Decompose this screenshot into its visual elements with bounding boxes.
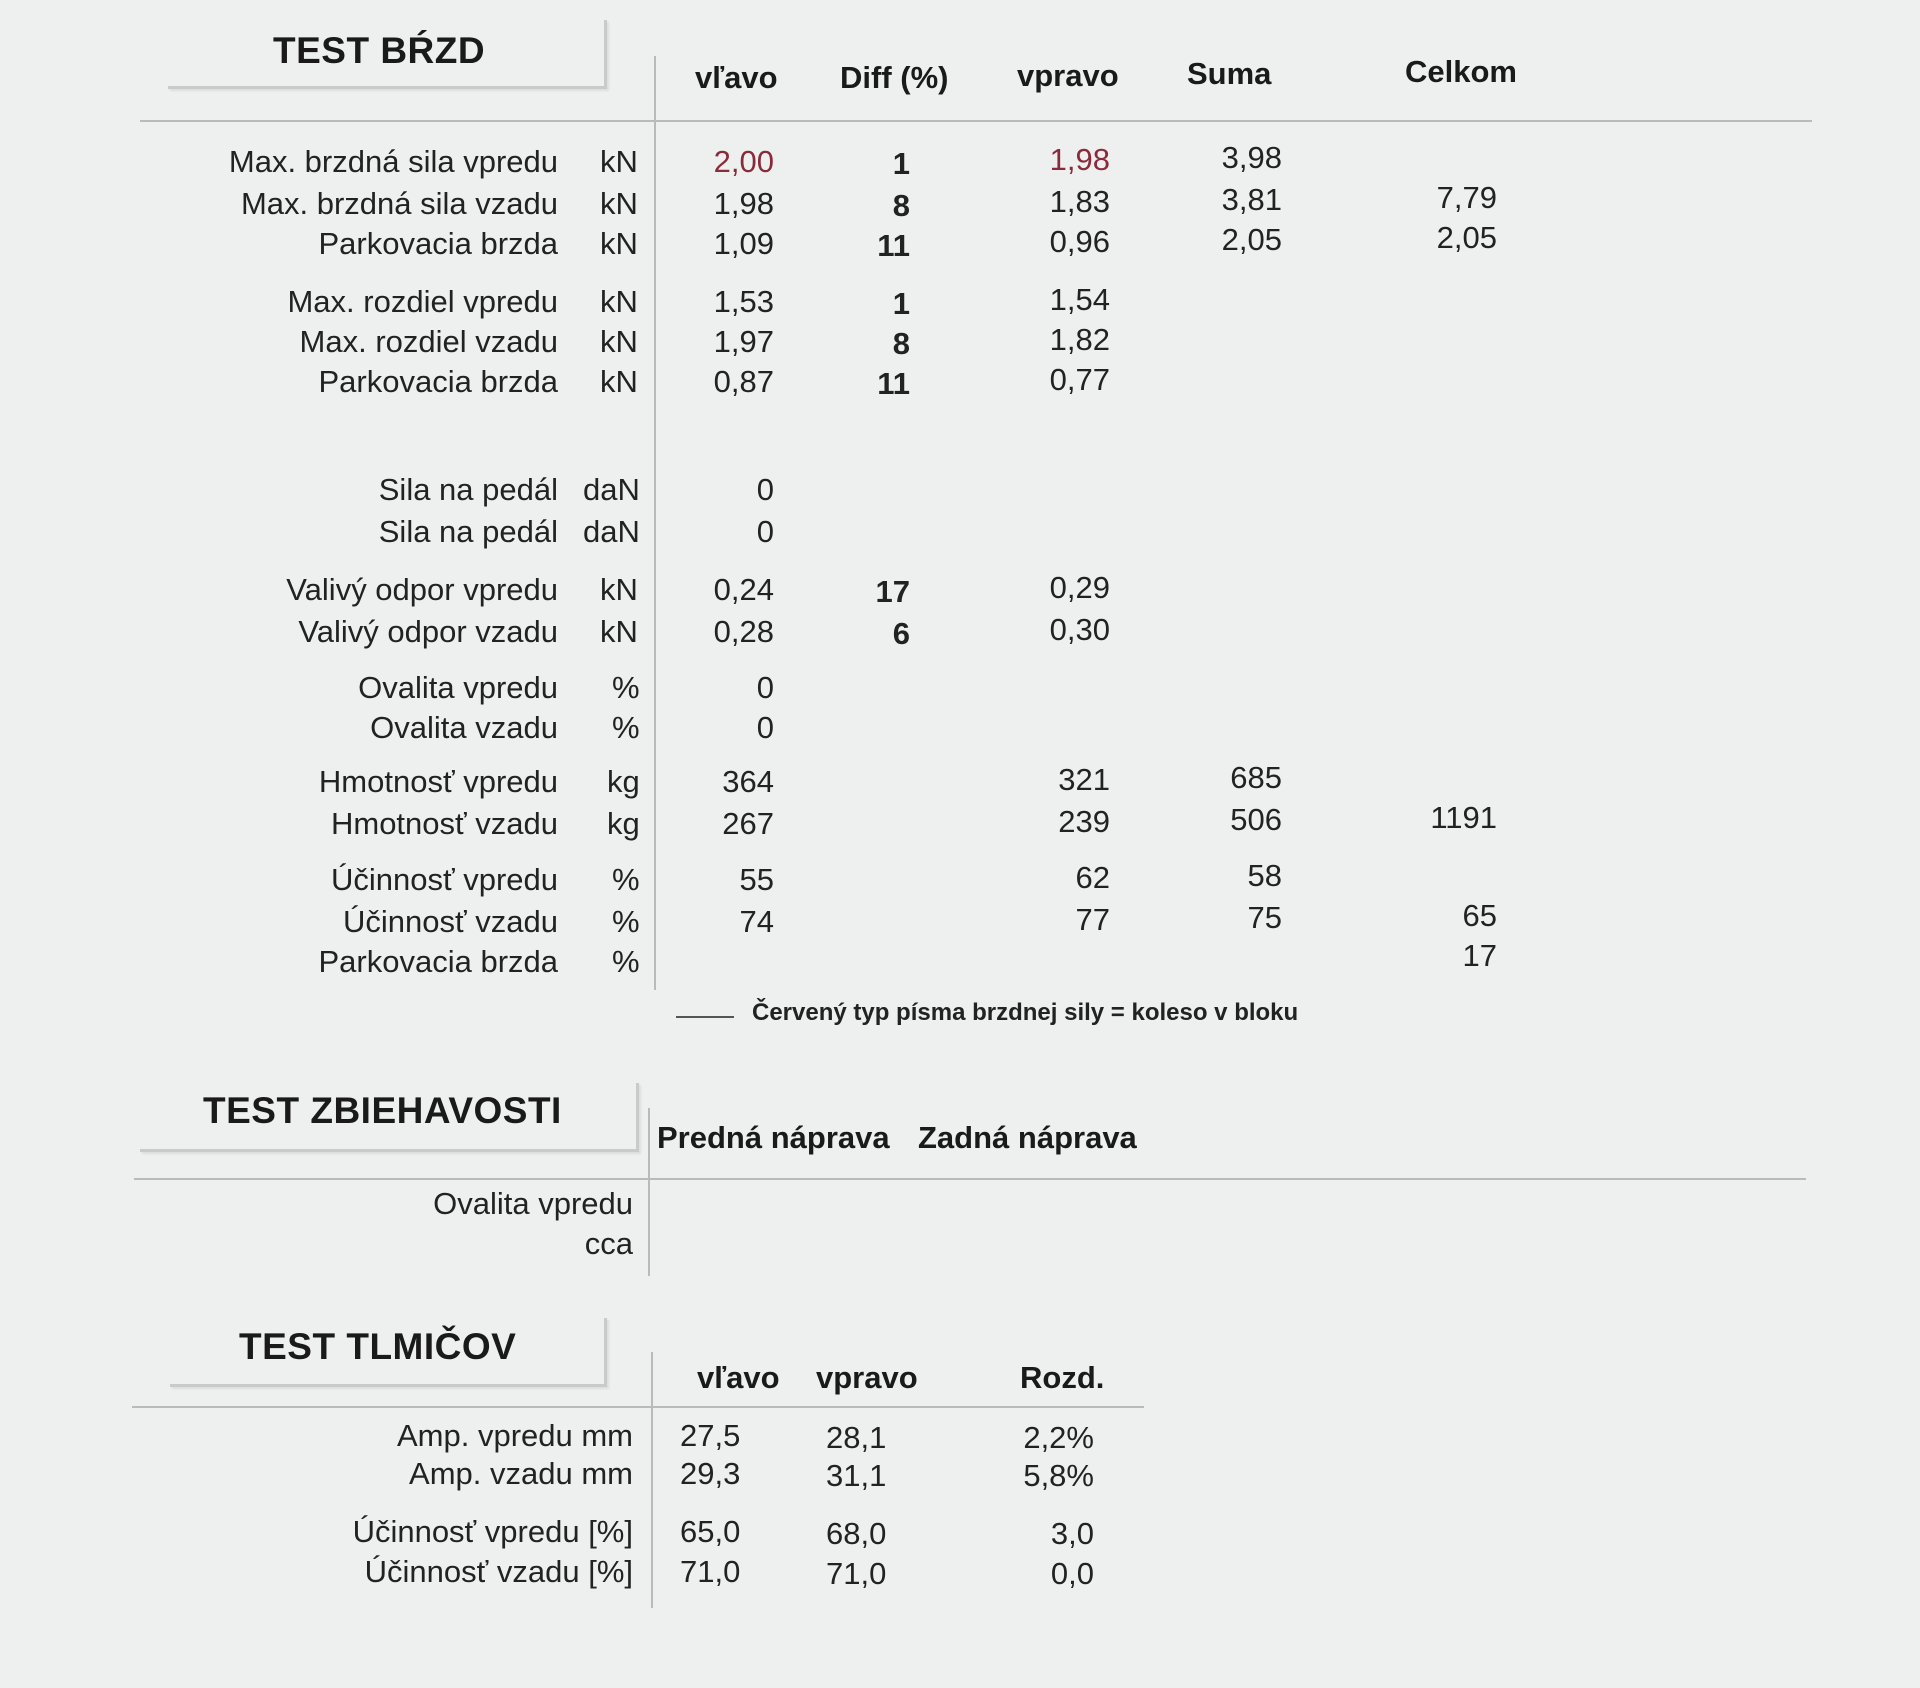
runout-header-rear: Zadná náprava bbox=[918, 1120, 1137, 1155]
brake-row-unit: % bbox=[612, 944, 640, 979]
brake-row-left-value: 0,87 bbox=[713, 364, 774, 399]
brake-row-label: Max. rozdiel vpredu bbox=[287, 284, 558, 319]
brake-note: Červený typ písma brzdnej sily = koleso v bloku bbox=[752, 999, 1299, 1026]
brake-column-divider bbox=[654, 56, 656, 990]
brake-row-label: Sila na pedál bbox=[378, 472, 558, 507]
damper-header-left: vľavo bbox=[697, 1360, 780, 1395]
brake-row-diff-value: 11 bbox=[877, 366, 910, 401]
brake-row-label: Max. brzdná sila vzadu bbox=[240, 186, 558, 221]
brake-row-sum-value: 58 bbox=[1247, 858, 1282, 893]
brake-row-unit: % bbox=[612, 862, 640, 897]
damper-row-diff-value: 5,8% bbox=[1023, 1458, 1094, 1493]
brake-row-unit: kN bbox=[600, 186, 638, 221]
brake-row-unit: kN bbox=[600, 284, 638, 319]
brake-row-diff-value: 6 bbox=[892, 616, 910, 651]
brake-row-unit: % bbox=[612, 710, 640, 745]
runout-column-divider bbox=[648, 1108, 650, 1276]
brake-header-divider bbox=[140, 120, 1812, 122]
brake-row-unit: kN bbox=[600, 324, 638, 359]
damper-header-diff: Rozd. bbox=[1020, 1360, 1105, 1395]
brake-row-right-value: 239 bbox=[1058, 804, 1110, 839]
brake-row-left-value: 55 bbox=[739, 862, 774, 897]
brake-row-sum-value: 3,81 bbox=[1221, 182, 1282, 217]
brake-row-label: Max. brzdná sila vpredu bbox=[228, 144, 558, 179]
damper-row-diff-value: 3,0 bbox=[1050, 1516, 1094, 1551]
brake-row-left-value: 1,97 bbox=[713, 324, 774, 359]
brake-row-right-value: 1,83 bbox=[1049, 184, 1110, 219]
brake-row-label: Parkovacia brzda bbox=[318, 364, 558, 399]
brake-row-left-value: 0 bbox=[756, 472, 774, 507]
runout-header-front: Predná náprava bbox=[657, 1120, 890, 1155]
brake-row-left-value: 364 bbox=[722, 764, 774, 799]
brake-row-unit: kN bbox=[600, 614, 638, 649]
brake-row-unit: kg bbox=[607, 764, 640, 799]
damper-row-label: Účinnosť vpredu [%] bbox=[352, 1514, 633, 1549]
runout-test-title: TEST ZBIEHAVOSTI bbox=[203, 1090, 562, 1131]
damper-row-label: Amp. vpredu mm bbox=[396, 1418, 633, 1453]
brake-row-left-value: 1,09 bbox=[713, 226, 774, 261]
damper-row-diff-value: 2,2% bbox=[1023, 1420, 1094, 1455]
brake-row-sum-value: 2,05 bbox=[1221, 222, 1282, 257]
brake-header-left: vľavo bbox=[695, 60, 778, 95]
damper-test-title: TEST TLMIČOV bbox=[239, 1326, 517, 1367]
damper-row-left-value: 29,3 bbox=[680, 1456, 741, 1491]
brake-row-sum-value: 506 bbox=[1230, 802, 1282, 837]
brake-row-label: Ovalita vzadu bbox=[370, 710, 558, 745]
brake-row-left-value: 2,00 bbox=[713, 144, 774, 179]
brake-header-sum: Suma bbox=[1187, 56, 1272, 91]
damper-row-left-value: 27,5 bbox=[680, 1418, 741, 1453]
damper-row-right-value: 68,0 bbox=[826, 1516, 887, 1551]
brake-row-label: Parkovacia brzda bbox=[318, 226, 558, 261]
brake-row-right-value: 77 bbox=[1075, 902, 1110, 937]
damper-row-right-value: 28,1 bbox=[826, 1420, 887, 1455]
brake-row-right-value: 62 bbox=[1075, 860, 1110, 895]
damper-row-label: Účinnosť vzadu [%] bbox=[364, 1554, 633, 1589]
brake-row-diff-value: 17 bbox=[875, 574, 910, 609]
brake-row-left-value: 1,53 bbox=[713, 284, 774, 319]
brake-row-diff-value: 11 bbox=[877, 228, 910, 263]
brake-row-unit: kN bbox=[600, 226, 638, 261]
brake-row-unit: kN bbox=[600, 364, 638, 399]
brake-row-unit: % bbox=[612, 904, 640, 939]
brake-row-total-value: 2,05 bbox=[1436, 220, 1497, 255]
brake-row-total-value: 17 bbox=[1462, 938, 1497, 973]
brake-row-total-value: 1191 bbox=[1430, 800, 1497, 835]
damper-row-left-value: 65,0 bbox=[680, 1514, 741, 1549]
brake-row-left-value: 0 bbox=[756, 514, 774, 549]
brake-test-title: TEST BŔZD bbox=[273, 30, 486, 71]
brake-header-right: vpravo bbox=[1017, 58, 1119, 93]
brake-row-unit: % bbox=[612, 670, 640, 705]
brake-row-left-value: 74 bbox=[739, 904, 774, 939]
damper-row-diff-value: 0,0 bbox=[1050, 1556, 1094, 1591]
brake-row-unit: kg bbox=[607, 806, 640, 841]
brake-row-unit: daN bbox=[583, 514, 640, 549]
brake-row-diff-value: 1 bbox=[892, 146, 910, 181]
brake-row-sum-value: 685 bbox=[1230, 760, 1282, 795]
brake-row-sum-value: 3,98 bbox=[1221, 140, 1282, 175]
brake-row-unit: daN bbox=[583, 472, 640, 507]
brake-row-left-value: 0 bbox=[756, 670, 774, 705]
damper-header-right: vpravo bbox=[816, 1360, 918, 1395]
brake-row-label: Parkovacia brzda bbox=[318, 944, 558, 979]
damper-column-divider bbox=[651, 1352, 653, 1608]
brake-row-diff-value: 8 bbox=[892, 326, 910, 361]
brake-row-label: Max. rozdiel vzadu bbox=[299, 324, 558, 359]
brake-row-label: Valivý odpor vpredu bbox=[286, 572, 558, 607]
brake-header-total: Celkom bbox=[1405, 54, 1517, 89]
brake-row-unit: kN bbox=[600, 572, 638, 607]
brake-row-unit: kN bbox=[600, 144, 638, 179]
brake-row-right-value: 0,29 bbox=[1049, 570, 1110, 605]
brake-row-left-value: 0,24 bbox=[713, 572, 774, 607]
brake-header-diff: Diff (%) bbox=[840, 60, 949, 95]
brake-row-diff-value: 1 bbox=[892, 286, 910, 321]
brake-row-right-value: 0,77 bbox=[1049, 362, 1110, 397]
brake-row-label: Hmotnosť vpredu bbox=[318, 764, 558, 799]
runout-row-label: Ovalita vpredu bbox=[433, 1186, 633, 1221]
brake-row-total-value: 7,79 bbox=[1436, 180, 1497, 215]
brake-row-right-value: 0,96 bbox=[1049, 224, 1110, 259]
note-swatch bbox=[676, 1016, 734, 1018]
brake-row-left-value: 0,28 bbox=[713, 614, 774, 649]
damper-header-divider bbox=[132, 1406, 1144, 1408]
brake-row-right-value: 0,30 bbox=[1049, 612, 1110, 647]
brake-row-left-value: 1,98 bbox=[713, 186, 774, 221]
brake-row-label: Účinnosť vzadu bbox=[343, 904, 558, 939]
brake-row-label: Valivý odpor vzadu bbox=[298, 614, 558, 649]
brake-row-diff-value: 8 bbox=[892, 188, 910, 223]
brake-row-right-value: 1,98 bbox=[1049, 142, 1110, 177]
brake-row-sum-value: 75 bbox=[1247, 900, 1282, 935]
damper-row-right-value: 31,1 bbox=[826, 1458, 887, 1493]
brake-row-label: Účinnosť vpredu bbox=[330, 862, 558, 897]
brake-row-left-value: 0 bbox=[756, 710, 774, 745]
brake-row-right-value: 1,82 bbox=[1049, 322, 1110, 357]
damper-row-left-value: 71,0 bbox=[680, 1554, 741, 1589]
damper-row-label: Amp. vzadu mm bbox=[409, 1456, 633, 1491]
brake-row-left-value: 267 bbox=[722, 806, 774, 841]
damper-row-right-value: 71,0 bbox=[826, 1556, 887, 1591]
brake-row-right-value: 321 bbox=[1058, 762, 1110, 797]
brake-row-right-value: 1,54 bbox=[1049, 282, 1110, 317]
brake-row-label: Ovalita vpredu bbox=[358, 670, 558, 705]
runout-header-divider bbox=[134, 1178, 1806, 1180]
brake-row-total-value: 65 bbox=[1462, 898, 1497, 933]
brake-row-label: Hmotnosť vzadu bbox=[330, 806, 558, 841]
brake-row-label: Sila na pedál bbox=[378, 514, 558, 549]
runout-row-label: cca bbox=[584, 1226, 633, 1261]
